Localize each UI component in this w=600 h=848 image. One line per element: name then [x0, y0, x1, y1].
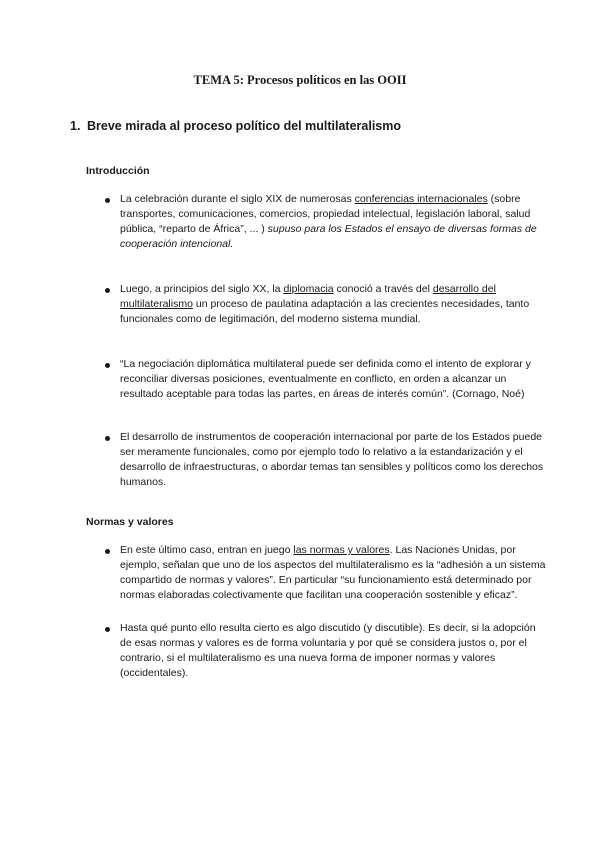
bullet-text: Hasta qué punto ello resulta cierto es algo discutido (y discutible). Es decir, si la adopción de esas normas y valores es de forma voluntaria y por qué se considera justos o, por el contrario, si el multilateralismo es una nueva forma de imponer normas y valores (occidentales). [120, 622, 536, 679]
list-item [86, 621, 546, 681]
list-item [86, 192, 546, 252]
underlined-term: conferencias internacionales [354, 193, 488, 205]
section-number: 1. [70, 119, 81, 133]
bullet-icon [105, 436, 110, 441]
bullet-text: un proceso de paulatina adaptación a las crecientes necesidades, tanto funcionales como de legitimación, del moderno sistema mundial. [120, 298, 530, 325]
section-title: Breve mirada al proceso político del multilateralismo [87, 119, 401, 133]
bullet-text: La celebración durante el siglo XIX de numerosas [120, 193, 355, 205]
bullet-text: conoció a través del [333, 283, 433, 295]
italic-text: supuso para los Estados el ensayo de diversas formas de cooperación intencional. [120, 223, 537, 250]
bullet-text: . Las Naciones Unidas, por ejemplo, señalan que uno de los aspectos del multilateralismo es la “adhesión a un sistema compartido de normas y valores”. En particular “su funcionamiento está determinado por normas elaboradas colectivamente que facilitan una cooperación sostenible y eficaz”. [120, 544, 546, 601]
bullet-icon [105, 198, 110, 203]
bullet-icon [105, 288, 110, 293]
bullet-icon [105, 549, 110, 554]
intro-heading: Introducción [86, 165, 150, 177]
underlined-term: las normas y valores [293, 544, 390, 556]
list-item [86, 357, 546, 402]
norms-bullet-list [86, 543, 546, 681]
list-item [86, 543, 546, 603]
underlined-term: diplomacia [283, 283, 334, 295]
norms-heading: Normas y valores [86, 516, 174, 528]
bullet-text: En este último caso, entran en juego [120, 544, 294, 556]
bullet-text: “La negociación diplomática multilateral puede ser definida como el intento de explorar y reconciliar diversas posiciones, eventualmente en conflicto, en orden a alcanzar un resultado aceptable para todas las partes, en áreas de interés común”. (Cornago, Noé) [120, 358, 531, 400]
bullet-text: El desarrollo de instrumentos de cooperación internacional por parte de los Estados puede ser meramente funcionales, como por ejemplo todo lo relativo a la estandarización y el desarrollo de infraestructuras, o abordar temas tan sensibles y políticos como los derechos humanos. [120, 431, 544, 488]
bullet-icon [105, 627, 110, 632]
intro-bullet-list [86, 192, 546, 490]
section-heading [70, 119, 401, 133]
underlined-term: desarrollo del multilateralismo [120, 283, 496, 310]
list-item [86, 282, 546, 327]
list-item [86, 430, 546, 490]
bullet-text: (sobre transportes, comunicaciones, comercios, propiedad intelectual, legislación laboral, salud pública, “reparto de África”, ... ) [120, 193, 531, 235]
bullet-icon [105, 363, 110, 368]
bullet-text: Luego, a principios del siglo XX, la [120, 283, 284, 295]
document-title: TEMA 5: Procesos políticos en las OOII [193, 73, 407, 87]
